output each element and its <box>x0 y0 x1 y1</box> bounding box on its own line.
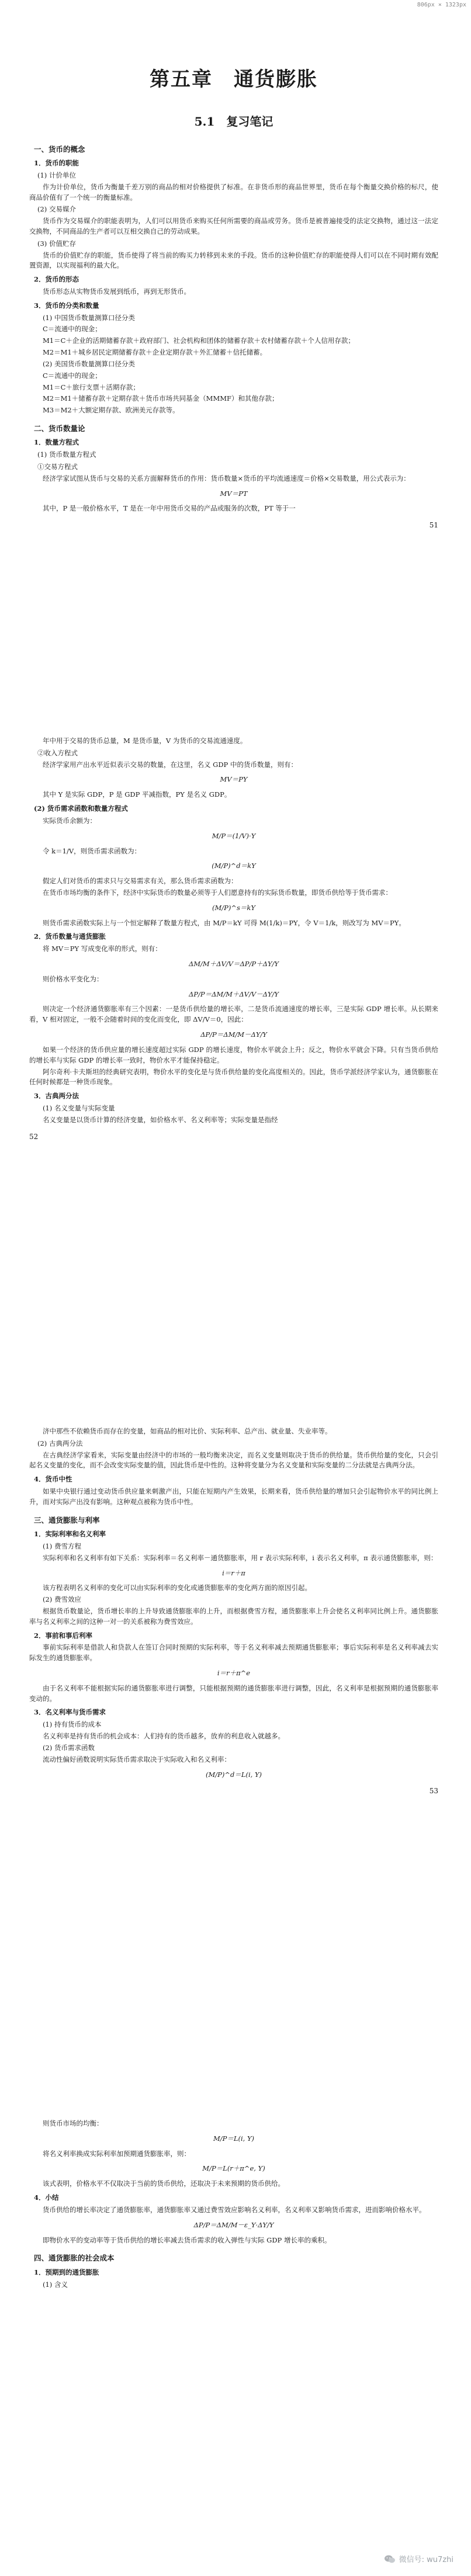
formula: ΔM/M＋ΔV/V＝ΔP/P＋ΔY/Y <box>188 960 279 968</box>
paragraph: (1) 名义变量与实际变量 <box>43 1103 115 1112</box>
subheading: 2．货币数量与通货膨胀 <box>34 932 106 941</box>
page-number: 52 <box>29 1132 39 1141</box>
formula: M/P＝(1/V)·Y <box>212 831 256 840</box>
formula: M/P＝L(i, Y) <box>213 2134 255 2143</box>
subheading: 1．实际利率和名义利率 <box>34 1530 106 1539</box>
subheading: (3) 价值贮存 <box>37 239 76 248</box>
paragraph: 如果中央银行通过变动货币供应量来刺激产出，只能在短期内产生效果，长期来看，货币供给量的增加只会引起物价水平的同比例上升，而对实际产出没有影响。这种观点被称为货币中性。 <box>29 1487 438 1506</box>
paragraph: 则价格水平变化为： <box>43 974 103 983</box>
paragraph: (2) 货币需求函数 <box>43 1743 95 1752</box>
paragraph: 实际利率和名义利率有如下关系：实际利率＝名义利率－通货膨胀率，用 r 表示实际利率，i 表示名义利率，π 表示通货膨胀率，则： <box>43 1553 438 1562</box>
paragraph: 则货币需求函数实际上与一个恒定解释了数量方程式，由 M/P＝kY 可得 M(1/k)＝PY，令 V＝1/k，则改写为 MV＝PY。 <box>43 918 406 927</box>
document-page-3 <box>29 1425 438 1797</box>
paragraph: 经济学家试图从货币与交易的关系方面解释货币的作用：货币数量×货币的平均流通速度＝价格×交易数量，用公式表示为： <box>43 474 410 482</box>
paragraph: C＝流通中的现金； <box>43 371 102 380</box>
paragraph: 假定人们对货币的需求只与交易需求有关，那么货币需求函数为： <box>43 877 238 886</box>
subheading: 2．货币的形态 <box>34 275 79 284</box>
heading: 三、通货膨胀与利率 <box>34 1515 100 1525</box>
subheading: ②收入方程式 <box>37 748 78 757</box>
paragraph: 根据货币数量论，货币增长率的上升导致通货膨胀率的上升，而根据费雪方程，通货膨胀率上升会使名义利率同比例上升。通货膨胀率与名义利率之间的这种一对一的关系被称为费雪效应。 <box>29 1606 438 1626</box>
subheading: (1) 货币数量方程式 <box>37 450 96 459</box>
heading: 二、货币数量论 <box>34 423 85 433</box>
paragraph: 由于名义利率不能根据实际的通货膨胀率进行调整，只能根据预期的通货膨胀率进行调整，因此，名义利率是根据预期的通货膨胀率变动的。 <box>29 1683 438 1703</box>
formula: (M/P)^d＝L(i, Y) <box>205 1770 262 1779</box>
paragraph: (1) 中国货币数量测算口径分类 <box>43 313 135 322</box>
paragraph: 令 k＝1/V，则货币需求函数为： <box>43 846 141 855</box>
subheading: 3．货币的分类和数量 <box>34 301 99 310</box>
formula: M/P＝L(r＋π^e, Y) <box>202 2164 265 2173</box>
paragraph: 年中用于交易的货币总量，M 是货币量，V 为货币的交易流通速度。 <box>43 737 247 745</box>
paragraph: 将 MV＝PY 写成变化率的形式，则有： <box>43 945 162 953</box>
paragraph: 货币作为交易媒介的职能表明为，人们可以用货币来购买任何所需要的商品或劳务。货币是被普遍接受的法定交换物，通过这一法定交换物，不同商品的生产者可以互相交换自己的劳动成果。 <box>29 217 438 235</box>
paragraph: 名义利率是持有货币的机会成本：人们持有的货币越多，放弃的利息收入就越多。 <box>43 1732 285 1741</box>
paragraph: C＝流通中的现金； <box>43 325 102 334</box>
paragraph: 流动性偏好函数说明实际货币需求取决于实际收入和名义利率： <box>43 1755 231 1763</box>
subheading: 4．小结 <box>34 2193 59 2202</box>
subheading: (1) 计价单位 <box>37 171 76 179</box>
document-page-2 <box>29 735 438 1142</box>
paragraph: 该式表明，价格水平不仅取决于当前的货币供给，还取决于未来预期的货币供给。 <box>43 2179 285 2188</box>
paragraph: (1) 持有货币的成本 <box>43 1720 102 1729</box>
paragraph: 事前实际利率是借款人和贷款人在签订合同时预期的实际利率，等于名义利率减去预期通货膨胀率；事后实际利率是名义利率减去实际发生的通货膨胀率。 <box>29 1643 438 1662</box>
formula: MV＝PY <box>220 775 248 784</box>
paragraph: 货币供给的增长率决定了通货膨胀率，通货膨胀率又通过费雪效应影响名义利率，名义利率又影响货币需求，进而影响价格水平。 <box>43 2205 426 2214</box>
subheading: 4．货币中性 <box>34 1475 72 1484</box>
paragraph: 其中，P 是一般价格水平，T 是在一年中用货币交易的产品或服务的次数，PT 等于一 <box>43 504 296 513</box>
paragraph: (1) 含义 <box>43 2280 68 2289</box>
wechat-watermark <box>384 2553 453 2564</box>
watermark-label: 微信号: wu7zhi <box>399 2556 453 2564</box>
paragraph: 经济学家用产出水平近似表示交易的数量，在这里，名义 GDP 中的货币数量，则有： <box>43 760 297 769</box>
subheading: 2．事前和事后利率 <box>34 1631 93 1640</box>
paragraph: 其中 Y 是实际 GDP，P 是 GDP 平减指数，PY 是名义 GDP。 <box>43 790 231 799</box>
page-number: 53 <box>429 1787 438 1796</box>
formula: (M/P)^s＝kY <box>212 903 255 912</box>
formula: ΔP/P＝ΔM/M＋ΔV/V－ΔY/Y <box>188 990 279 998</box>
paragraph: (2) 费雪效应 <box>43 1595 81 1604</box>
paragraph: (2) 美国货币数量测算口径分类 <box>43 359 135 368</box>
paragraph: 在货币市场均衡的条件下，经济中实际货币的数量必须等于人们愿意持有的实际货币数量，即货币供给等于货币需求： <box>43 888 392 897</box>
formula: ΔP/P＝ΔM/M－ε_Y·ΔY/Y <box>193 2220 274 2229</box>
page-number: 51 <box>429 521 438 530</box>
subheading: 1．货币的职能 <box>34 159 79 168</box>
paragraph: 货币的价值贮存的职能，货币使得了将当前的购买力转移到未来的手段。货币的这种价值贮存的职能使得人们可以在不同时期有效配置资源，以实现福利的最大化。 <box>29 251 438 270</box>
subheading: 3．名义利率与货币需求 <box>34 1708 106 1717</box>
formula: i＝r＋π <box>222 1568 245 1577</box>
formula: i＝r＋π^e <box>217 1669 251 1677</box>
subheading: ①交易方程式 <box>37 462 78 471</box>
formula: ΔP/P＝ΔM/M－ΔY/Y <box>200 1030 267 1039</box>
paragraph: 该方程表明名义利率的变化可以由实际利率的变化或通货膨胀率的变化两方面的原因引起。 <box>43 1584 311 1592</box>
paragraph: 济中那些不依赖货币而存在的变量，如商品的相对比价、实际利率、总产出、就业量、失业率等。 <box>43 1427 332 1435</box>
paragraph: M3＝M2＋大额定期存款、欧洲美元存款等。 <box>43 406 179 415</box>
document-page-1 <box>29 32 438 531</box>
paragraph: 名义变量是以货币计算的经济变量，如价格水平、名义利率等；实际变量是指经 <box>43 1115 278 1124</box>
subheading: (2) 古典两分法 <box>37 1439 83 1447</box>
paragraph: 则决定一个经济通货膨胀率有三个因素：一是货币供给量的增长率，二是货币流通速度的增长率，三是实际 GDP 增长率。从长期来看，V 相对固定，一般不会随着时间的变化而变化，即 ΔV/V＝0，因此： <box>29 1005 438 1024</box>
chapter-title: 第五章 通货膨胀 <box>150 68 318 91</box>
wechat-icon <box>384 2554 396 2564</box>
paragraph: 则货币市场的均衡： <box>43 2119 103 2127</box>
image-dimensions-label: 806px × 1323px <box>417 2 466 8</box>
paragraph: M2＝M1＋城乡居民定期储蓄存款＋企业定期存款＋外汇储蓄＋信托储蓄。 <box>43 348 267 357</box>
top-bar <box>0 0 471 12</box>
paragraph: M2＝M1＋储蓄存款＋定期存款＋货币市场共同基金（MMMF）和其他存款； <box>43 394 279 403</box>
formula: MV＝PT <box>220 489 248 498</box>
subheading: 3．古典两分法 <box>34 1092 79 1100</box>
paragraph: 如果一个经济的货币供应量的增长速度超过实际 GDP 的增长速度，物价水平就会上升；反之，物价水平就会下降。只有当货币供给的增长率与实际 GDP 的增长率一致时，物价水平才能保持稳定。 <box>29 1045 438 1064</box>
paragraph: 作为计价单位，货币为衡量千差万别的商品的相对价格提供了标准。在非货币形的商品世界里，货币在每个衡量交换价格的标尺，使商品价值有了一个统一的衡量标准。 <box>29 182 438 202</box>
paragraph: M1＝C＋企业的活期储蓄存款＋政府部门、社会机构和团体的储蓄存款＋农村储蓄存款＋个人信用存款； <box>43 336 355 345</box>
paragraph: 货币形态从实物货币发展到纸币，再到无形货币。 <box>43 287 191 296</box>
heading: 一、货币的概念 <box>34 144 85 154</box>
paragraph: M1＝C＋旅行支票＋活期存款； <box>43 383 140 391</box>
formula: (M/P)^d＝kY <box>212 862 256 870</box>
paragraph: 阿尔奇利·卡夫斯坦的经典研究表明，物价水平的变化是与货币供给量的变化高度相关的。因此，货币学派经济学家认为，通货膨胀在任何时候都是一种货币现象。 <box>29 1067 438 1086</box>
paragraph: (1) 费雪方程 <box>43 1542 81 1550</box>
subheading: (2) 货币需求函数和数量方程式 <box>34 804 128 813</box>
heading: 四、通货膨胀的社会成本 <box>34 2254 115 2263</box>
paragraph: 即物价水平的变动率等于货币供给的增长率减去货币需求的收入弹性与实际 GDP 增长率的乘积。 <box>43 2235 331 2244</box>
section-title: 5.1 复习笔记 <box>194 114 273 129</box>
document-page-4 <box>29 2117 438 2291</box>
paragraph: 在古典经济学家看来，实际变量由经济中的市场的一般均衡来决定，而名义变量则取决于货币的供给量。货币供给量的变化，只会引起名义变量的变化，而不会改变实际变量的值，因此货币是中性的。这种将变量分为名义变量和实际变量的二分法就是古典两分法。 <box>29 1450 438 1470</box>
subheading: 1．数量方程式 <box>34 438 79 447</box>
subheading: (2) 交易媒介 <box>37 205 76 214</box>
subheading: 1．预期到的通货膨胀 <box>34 2268 99 2276</box>
paragraph: 将名义利率换成实际利率加预期通货膨胀率，则： <box>43 2149 191 2158</box>
paragraph: 实际货币余额为： <box>43 816 96 825</box>
